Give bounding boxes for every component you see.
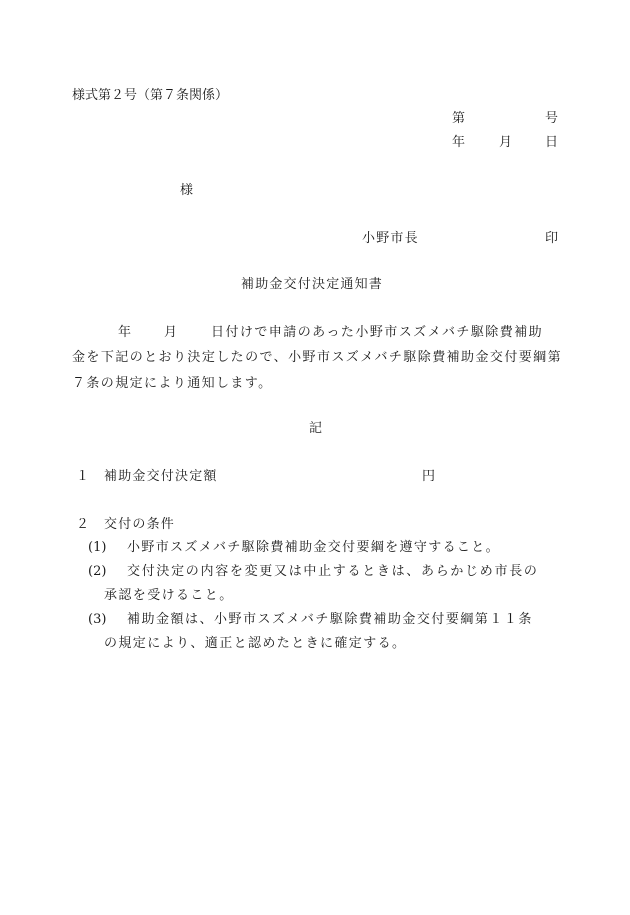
document-number-suffix: 号 [545, 111, 559, 126]
condition-1-number: (1) [88, 540, 107, 555]
document-title: 補助金交付決定通知書 [241, 277, 384, 292]
addressee-suffix: 様 [180, 183, 194, 198]
condition-3-text-line1: 補助金額は、小野市スズメバチ駆除費補助金交付要綱第１１条 [127, 612, 533, 627]
condition-2-number: (2) [88, 564, 107, 579]
condition-3-text-line2: の規定により、適正と認めたときに確定する。 [104, 636, 407, 651]
item2-number: ２ [76, 517, 90, 532]
condition-1-text: 小野市スズメバチ駆除費補助金交付要綱を遵守すること。 [127, 540, 500, 555]
condition-2-text-line1: 交付決定の内容を変更又は中止するときは、あらかじめ市長の [127, 564, 539, 579]
date-day: 日 [545, 135, 559, 150]
item2-label: 交付の条件 [104, 517, 176, 532]
item1-unit: 円 [422, 469, 436, 484]
document-number-prefix: 第 [452, 111, 466, 126]
issuer-name: 小野市長 [362, 231, 419, 246]
item1-number: １ [76, 469, 90, 484]
ki-heading: 記 [309, 421, 323, 436]
body-year: 年 [118, 325, 132, 340]
body-text-line1: 日付けで申請のあった小野市スズメバチ駆除費補助 [211, 325, 544, 340]
item1-label: 補助金交付決定額 [104, 469, 218, 484]
body-month: 月 [164, 325, 178, 340]
date-year: 年 [452, 135, 466, 150]
date-month: 月 [499, 135, 513, 150]
form-label: 様式第２号（第７条関係） [72, 88, 229, 103]
seal-mark: 印 [545, 231, 559, 246]
condition-2-text-line2: 承認を受けること。 [104, 588, 234, 603]
condition-3-number: (3) [88, 612, 107, 627]
body-text: 金を下記のとおり決定したので、小野市スズメバチ駆除費補助金交付要綱第７条の規定により通知します。 [72, 350, 562, 391]
